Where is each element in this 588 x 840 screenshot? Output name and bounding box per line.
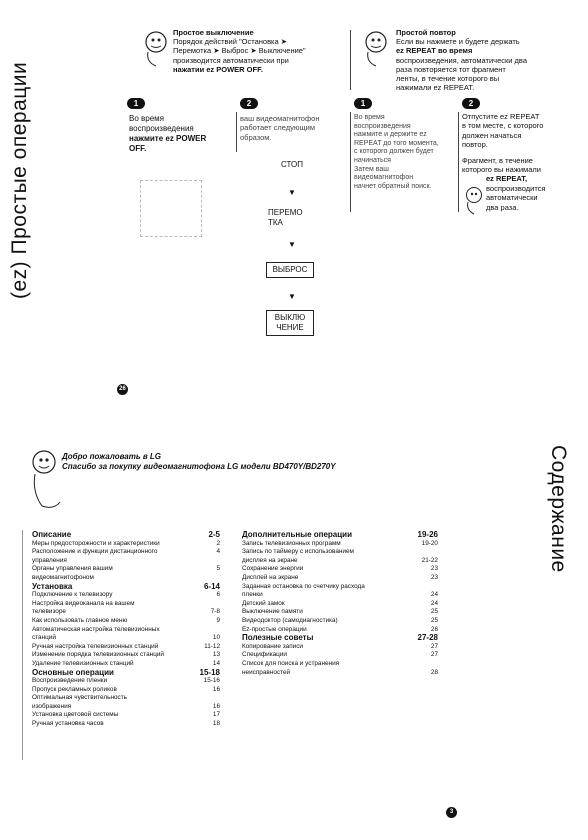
text-line: REPEAT до того момента, bbox=[354, 139, 439, 147]
toc-entry bbox=[242, 669, 438, 678]
note-line: Порядок действий "Остановка ➤ bbox=[173, 37, 288, 47]
toc-entry-page: 27 bbox=[430, 651, 438, 659]
toc-entry-title: Органы управления вашим bbox=[32, 565, 113, 573]
toc-entry-title: дисплея на экране bbox=[242, 556, 298, 564]
toc-entry-page: 13 bbox=[212, 651, 220, 659]
text-line: начнет обратный поиск. bbox=[354, 182, 432, 190]
text-line: начинаться bbox=[354, 156, 391, 164]
toc-entry bbox=[32, 694, 220, 703]
toc-entry-page: 17 bbox=[212, 711, 220, 719]
toc-entry-title: Меры предосторожности и характеристики bbox=[32, 539, 160, 547]
toc-entry-page: 2-5 bbox=[208, 530, 220, 539]
toc-entry-page: 19-20 bbox=[421, 539, 438, 547]
toc-entry-title: Видеодоктор (самодиагностика) bbox=[242, 616, 338, 624]
toc-entry-page: 10 bbox=[212, 634, 220, 642]
toc-section-heading bbox=[242, 634, 438, 643]
toc-entry-page: 18 bbox=[212, 720, 220, 728]
toc-entry-title: Основные операции bbox=[32, 667, 114, 677]
toc-entry-title: Заданная остановка по счетчику расхода bbox=[242, 582, 365, 590]
toc-entry-title: Копирование записи bbox=[242, 642, 304, 650]
toc-entry-title: Список для поиска и устранения bbox=[242, 659, 340, 667]
toc-entry-page: 25 bbox=[430, 608, 438, 616]
toc-entry-page: 23 bbox=[430, 573, 438, 581]
step-badge-2: 2 bbox=[240, 98, 258, 109]
text-line: Фрагмент, в течение bbox=[462, 155, 533, 165]
toc-entry-title: Полезные советы bbox=[242, 633, 314, 643]
side-title-simple-operations: (ez) Простые операции bbox=[8, 61, 31, 299]
toc-entry bbox=[32, 634, 220, 643]
text-line: образом. bbox=[240, 132, 272, 142]
toc-entry-title: Воспроизведение пленки bbox=[32, 677, 108, 685]
page-number-badge: 26 bbox=[117, 384, 128, 395]
toc-entry-title: Автоматическая настройка телевизионных bbox=[32, 625, 160, 633]
toc-entry-title: станций bbox=[32, 634, 56, 642]
toc-entry-page: 15-16 bbox=[203, 677, 220, 685]
note-title: Простое выключение bbox=[173, 28, 254, 37]
step-text-power-off bbox=[129, 114, 234, 154]
toc-entry-title: Ручная установка часов bbox=[32, 720, 104, 728]
toc-entry-title: видеомагнитофоном bbox=[32, 573, 94, 581]
text-line: которого вы нажимали bbox=[462, 165, 541, 175]
toc-entry-title: пленки bbox=[242, 591, 263, 599]
toc-entry-title: Удаление телевизионных станций bbox=[32, 659, 134, 667]
toc-section-heading bbox=[32, 531, 220, 540]
toc-entry bbox=[242, 617, 438, 626]
toc-entry-page: 2 bbox=[216, 539, 220, 547]
toc-entry-title: Описание bbox=[32, 530, 72, 539]
toc-entry-title: Установка цветовой системы bbox=[32, 711, 119, 719]
mascot-icon bbox=[30, 448, 64, 517]
note-line: воспроизведения, автоматически два bbox=[396, 55, 527, 65]
toc-entry bbox=[32, 600, 220, 609]
toc-entry-page: 11-12 bbox=[204, 642, 220, 650]
toc-entry-title: Оптимальная чувствительность bbox=[32, 694, 127, 702]
toc-entry bbox=[32, 651, 220, 660]
text-line: должен начаться bbox=[462, 130, 522, 140]
text-line: ваш видеомагнитофон bbox=[240, 114, 320, 123]
text-line: нажмите и держите ez bbox=[354, 131, 427, 139]
toc-entry bbox=[32, 626, 220, 635]
toc-entry-title: Запись телевизионных программ bbox=[242, 539, 341, 547]
toc-entry-page: 21-22 bbox=[421, 556, 438, 564]
toc-entry-title: Дисплей на экране bbox=[242, 573, 299, 581]
toc-entry bbox=[242, 608, 438, 617]
note-line: Если вы нажмете и будете держать bbox=[396, 37, 520, 47]
toc-entry bbox=[32, 540, 220, 549]
note-line: раза повторяется тот фрагмент bbox=[396, 64, 506, 74]
flow-step-rewind: ПЕРЕМО ТКА bbox=[268, 208, 303, 227]
toc-entry-page: 15-18 bbox=[199, 667, 220, 677]
flow-step-stop: СТОП bbox=[280, 160, 303, 169]
welcome-text: Добро пожаловать в LG bbox=[62, 452, 161, 461]
toc-entry-page: 4 bbox=[216, 548, 220, 556]
toc-entry-page: 6 bbox=[216, 591, 220, 599]
toc-entry bbox=[32, 617, 220, 626]
text-line: воспроизведения bbox=[354, 122, 411, 130]
toc-entry-title: изображения bbox=[32, 702, 72, 710]
divider bbox=[458, 112, 459, 212]
toc-entry bbox=[32, 677, 220, 686]
toc-entry bbox=[242, 557, 438, 566]
toc-entry-page: 9 bbox=[216, 616, 220, 624]
page-number-badge: 3 bbox=[446, 807, 457, 818]
text-line: повтор. bbox=[462, 140, 488, 150]
toc-entry-title: Выключение памяти bbox=[242, 608, 303, 616]
text-line: два раза. bbox=[486, 202, 519, 212]
toc-entry bbox=[242, 600, 438, 609]
toc-entry-title: Установка bbox=[32, 581, 73, 591]
text-line: нажмите ez POWER bbox=[129, 134, 207, 143]
toc-section-heading bbox=[32, 669, 220, 678]
divider bbox=[350, 112, 351, 212]
toc-entry-title: Изменение порядка телевизионных станций bbox=[32, 651, 164, 659]
toc-entry bbox=[32, 711, 220, 720]
text-line: видеомагнитофон bbox=[354, 174, 414, 182]
toc-entry-title: Настройка видеоканала на вашем bbox=[32, 599, 135, 607]
toc-entry bbox=[242, 651, 438, 660]
mascot-icon bbox=[362, 30, 392, 64]
note-simple-repeat bbox=[396, 28, 571, 92]
toc-entry bbox=[242, 540, 438, 549]
toc-entry-page: 6-14 bbox=[203, 581, 220, 591]
toc-entry bbox=[32, 686, 220, 695]
text-line: Во время bbox=[129, 114, 164, 123]
toc-section-heading bbox=[242, 531, 438, 540]
toc-entry bbox=[242, 574, 438, 583]
toc-entry-page: 24 bbox=[430, 591, 438, 599]
step-badge-1: 1 bbox=[354, 98, 372, 109]
toc-entry-title: неисправностей bbox=[242, 668, 291, 676]
divider bbox=[22, 530, 23, 760]
toc-entry-page: 23 bbox=[430, 565, 438, 573]
toc-entry-title: Ручная настройка телевизионных станций bbox=[32, 642, 159, 650]
toc-entry bbox=[32, 720, 220, 729]
note-simple-off bbox=[173, 28, 348, 74]
toc-entry bbox=[32, 548, 220, 557]
toc-entry-title: Дополнительные операции bbox=[242, 530, 352, 539]
divider bbox=[350, 30, 351, 90]
note-line: ленты, в течение которого вы bbox=[396, 74, 500, 84]
note-line: ez REPEAT во время bbox=[396, 46, 473, 56]
text-line: с которого должен будет bbox=[354, 148, 434, 156]
text-line: Затем ваш bbox=[354, 165, 389, 173]
note-line: Перемотка ➤ Выброс ➤ Выключение" bbox=[173, 46, 306, 56]
toc-entry-title: Расположение и функции дистанционного bbox=[32, 548, 158, 556]
toc-entry-title: Как использовать главное меню bbox=[32, 616, 128, 624]
text-line: Отпустите ez REPEAT bbox=[462, 112, 540, 121]
arrow-down-icon: ▼ bbox=[288, 240, 296, 249]
text-line: в том месте, с которого bbox=[462, 121, 544, 131]
mascot-icon bbox=[464, 186, 486, 221]
arrow-down-icon: ▼ bbox=[288, 188, 296, 197]
toc-entry bbox=[242, 583, 438, 592]
text-line: OFF. bbox=[129, 144, 147, 153]
text-line: воспроизводится bbox=[486, 183, 546, 193]
toc-entry-page: 24 bbox=[430, 599, 438, 607]
text-line: воспроизведения bbox=[129, 124, 194, 133]
toc-entry-title: Спецификации bbox=[242, 651, 287, 659]
arrow-down-icon: ▼ bbox=[288, 292, 296, 301]
toc-entry-page: 7-8 bbox=[210, 608, 220, 616]
toc-entry-page: 27-28 bbox=[417, 633, 438, 643]
toc-entry-page: 16 bbox=[212, 685, 220, 693]
remote-illustration bbox=[140, 180, 202, 237]
toc-left-column bbox=[32, 531, 220, 729]
side-title-contents: Содержание bbox=[547, 445, 570, 573]
toc-entry-page: 14 bbox=[212, 659, 220, 667]
toc-entry bbox=[32, 591, 220, 600]
toc-entry-page: 26 bbox=[430, 625, 438, 633]
toc-entry-title: телевизоре bbox=[32, 608, 66, 616]
mascot-icon bbox=[142, 30, 172, 64]
toc-entry bbox=[32, 557, 220, 566]
thanks-text: Спасибо за покупку видеомагнитофона LG модели BD470Y/BD270Y bbox=[62, 462, 336, 471]
toc-entry bbox=[242, 660, 438, 669]
step-badge-2: 2 bbox=[462, 98, 480, 109]
flow-step-power-off: ВЫКЛЮ ЧЕНИЕ bbox=[266, 310, 314, 336]
toc-entry bbox=[32, 608, 220, 617]
note-line: производится автоматически при bbox=[173, 55, 289, 65]
text-line: автоматически bbox=[486, 193, 538, 203]
toc-entry-title: Сохранение энергии bbox=[242, 565, 304, 573]
text-line: Во время bbox=[354, 114, 385, 121]
note-title: Простой повтор bbox=[396, 28, 456, 37]
note-line: нажатии ez POWER OFF. bbox=[173, 64, 263, 74]
toc-entry-title: Запись по таймеру с использованием bbox=[242, 548, 354, 556]
toc-entry-page: 28 bbox=[430, 668, 438, 676]
toc-entry-page: 19-26 bbox=[417, 530, 438, 539]
toc-entry bbox=[32, 565, 220, 574]
toc-entry-page: 5 bbox=[216, 565, 220, 573]
step-text-hold-repeat bbox=[354, 114, 458, 191]
text-line: ez REPEAT, bbox=[486, 174, 528, 184]
toc-entry-title: Подключение к телевизору bbox=[32, 591, 113, 599]
toc-entry-page: 27 bbox=[430, 642, 438, 650]
text-line: работает следующим bbox=[240, 123, 316, 133]
toc-entry-page: 16 bbox=[212, 702, 220, 710]
toc-right-column bbox=[242, 531, 438, 677]
toc-entry-title: Ez-простые операции bbox=[242, 625, 307, 633]
step-badge-1: 1 bbox=[127, 98, 145, 109]
toc-section-heading bbox=[32, 583, 220, 592]
note-line: нажимали ez REPEAT. bbox=[396, 83, 475, 93]
toc-entry bbox=[242, 548, 438, 557]
step-text-sequence bbox=[240, 114, 350, 142]
toc-entry bbox=[242, 565, 438, 574]
toc-entry-title: Детский замок bbox=[242, 599, 285, 607]
toc-entry bbox=[242, 591, 438, 600]
toc-entry-title: управления bbox=[32, 556, 67, 564]
flow-step-eject: ВЫБРОС bbox=[266, 262, 314, 278]
toc-entry-title: Пропуск рекламных роликов bbox=[32, 685, 117, 693]
toc-entry bbox=[242, 643, 438, 652]
divider bbox=[236, 112, 237, 152]
toc-entry-page: 25 bbox=[430, 616, 438, 624]
